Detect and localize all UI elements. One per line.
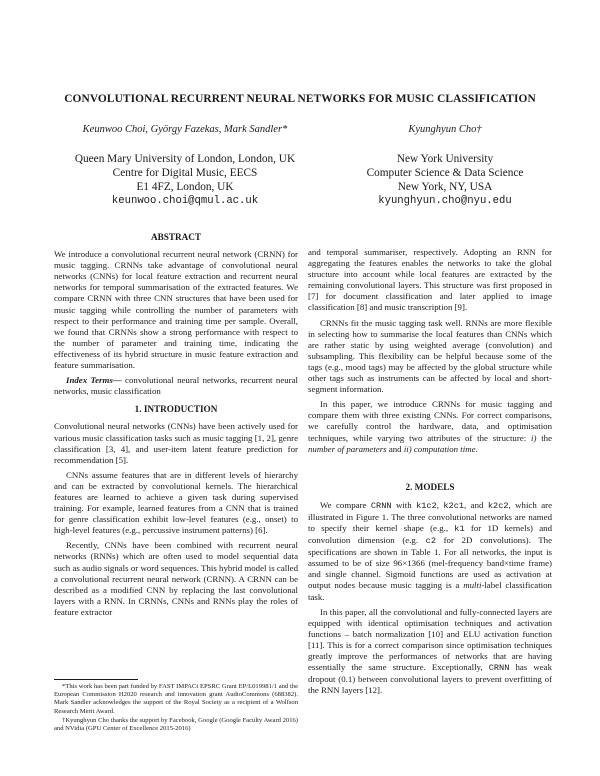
abstract-text: We introduce a convolutional recurrent neural network (CRNN) for music tagging. CRNNs take advantage of convolutional neural networks (CNNs) for local feature extraction and recurrent neural networks for temporal summarisation of the extracted features. We compare CRNN with three CNN structures that have been used for music tagging while controlling the number of parameters with respect to their performance and training time per sample. Overall, we found that CRNNs show a strong performance with respect to the number of parameter and training time, indicating the effectiveness of its hybrid structure in music feature extraction and feature summarisation. [54,249,298,371]
affiliation-line: E1 4FZ, London, UK [136,181,234,193]
index-terms-text: convolutional neural networks, recurrent neural networks, music classification [54,375,298,397]
affiliation-line: Queen Mary University of London, London, UK [74,153,296,165]
text-run: , and [464,499,488,510]
footnotes [54,679,298,734]
author-names: Keunwoo Choi, György Fazekas, Mark Sandler* [82,124,288,135]
affiliation-line: Computer Science & Data Science [366,167,524,179]
model-name: k2c2 [487,500,509,511]
text-run: . [475,443,478,454]
affiliation-line: New York, NY, USA [397,181,493,193]
text-run: In this paper, all the convolutional and fully-connected layers are equipped with identical optimisation techniques and activation functions – batch normalization [10] and ELU activation function [11]. This is for a correct comparison since optimisation techniques greatly improve the performances of networks that are having essentially the same structure. Exceptionally, [308,606,552,673]
models-paragraph [308,607,552,697]
footnote: *This work has been part funded by FAST IMPACt EPSRC Grant EP/L019981/1 and the European Commission H2020 research and innovation grant AudioCommons (688382). Mark Sandler acknowledges the support of the Royal Society as a recipient of a Wolfson Research Merit Award. [54,683,298,715]
text-run: In this paper, we introduce CRNNs for music tagging and compare them with three existing CNNs. For correct comparisons, we carefully control the hardware, data, and optimisation techniques, while varying two attributes of the structure: [308,399,552,443]
text-run: for 1D kernels) and convolution dimension (e.g. [308,522,553,546]
affiliation-line: Centre for Digital Music, EECS [112,167,258,179]
text-run: for 2D convolutions). The specifications are shown in Table 1. For all networks, the input is assumed to be of size 96×1366 (mel-frequency band×time frame) and single channel. Sigmoid functions are used as activation at output nodes because music tagging is a [308,535,552,591]
model-name: k2c1 [443,500,465,511]
model-name: CRNN [488,663,510,674]
intro-paragraph: and temporal summariser, respectively. Adopting an RNN for aggregating the features enables the networks to take the global structure into account while local features are extracted by the remaining convolutional layers. This structure was first proposed in [7] for document classification and later applied to image classification [8] and music transcription [9]. [308,247,552,313]
footnote-rule [54,679,138,680]
models-heading: 2. MODELS [405,481,455,492]
model-name: k1c2 [416,500,437,511]
models-paragraph [308,500,552,603]
text-run: multi [463,580,482,591]
paper-title: CONVOLUTIONAL RECURRENT NEURAL NETWORKS FOR MUSIC CLASSIFICATION [64,93,536,105]
abstract-heading: ABSTRACT [150,232,202,242]
affiliation-line: New York University [396,153,494,165]
author-names: Kyunghyun Cho† [408,124,482,135]
index-terms-label: Index Terms— [66,375,122,386]
text-run: with [391,499,417,510]
right-column [308,247,552,700]
intro-heading: 1. INTRODUCTION [134,404,218,415]
model-name: k1 [454,523,465,534]
text-run: , [436,499,444,510]
model-name: CRNN [370,500,392,511]
author-block-right [330,124,560,208]
footnote: †Kyunghyun Cho thanks the support by Facebook, Google (Google Faculty Award 2016) and NVidia (GPU Center of Excellence 2015-2016) [54,716,298,733]
text-run: i) [530,432,537,443]
text-run: ii) computation time [403,443,476,454]
intro-paragraph: Recently, CNNs have been combined with recurrent neural networks (RNNs) which are often used to model sequential data such as audio signals or word sequences. This hybrid model is called a convolutional recurrent neural network (CRNN). A CRNN can be described as a modified CNN by replacing the last convolutional layers with a RNN. In CRNNs, CNNs and RNNs play the roles of feature extractor [54,540,298,617]
text-run: number of parameters [308,443,387,454]
intro-paragraph: CRNNs fit the music tagging task well. RNNs are more flexible in selecting how to summarise the local features than CNNs which are rather static by using weighted average (convolution) and subsampling. This flexibility can be helpful because some of the tags (e.g., mood tags) may be affected by the global structure while other tags such as instruments can be affected by local and short-segment information. [308,317,552,395]
text-run: -label classification task. [308,580,552,602]
left-column [54,232,298,622]
author-email: keunwoo.choi@qmul.ac.uk [111,195,259,207]
author-block-left [40,124,330,208]
text-run: the [536,432,553,443]
intro-paragraph: Convolutional neural networks (CNNs) have been actively used for various music classification tasks such as music tagging [1, 2], genre classification [3, 4], and user-item latent feature prediction for recommendation [5]. [54,421,298,465]
text-run: We compare [320,499,371,510]
text-run: has weak dropout (0.1) between convolutional layers to prevent overfitting of the RNN layers [12]. [308,662,553,696]
author-email: kyunghyun.cho@nyu.edu [378,195,512,207]
intro-paragraph: CNNs assume features that are in different levels of hierarchy and can be extracted by convolutional kernels. The hierarchical features are learned to achieve a given task during supervised training. For example, learned features from a CNN that is trained for genre classification exhibit low-level features (e.g., onset) to high-level features (e.g., percussive instrument patterns) [6]. [54,469,298,536]
index-terms [54,375,298,397]
intro-paragraph [308,399,552,454]
text-run: , which are illustrated in Figure 1. The three convolutional networks are named to specify their kernel shape (e.g., [308,499,552,533]
text-run: and [386,443,404,454]
model-name: c2 [425,536,436,547]
